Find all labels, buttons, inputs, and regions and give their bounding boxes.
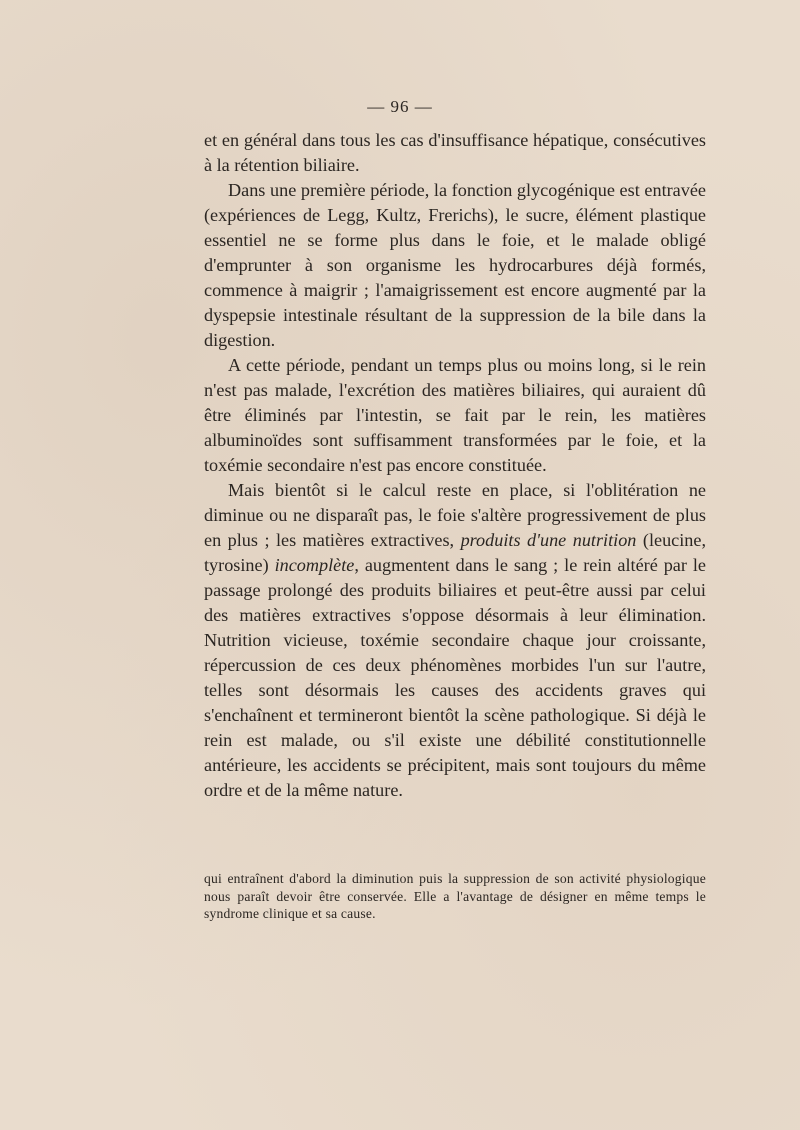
- italic-text: incomplète: [274, 555, 355, 575]
- text-run: Mais bientôt si le calcul reste en place, si l'oblitération ne diminue ou ne disparaît pas, le foie s'altère progressivement de plus en plus ; les matières extractives,: [204, 480, 706, 550]
- text-run: Dans une première période, la fonction glycogénique est entravée (expériences de Legg, Kultz, Frerichs), le sucre, élément plastique essentiel ne se forme plus dans le foie, et le malade obligé d'emprunter à son organisme les hydrocarbures déjà formés, commence à maigrir ; l'amaigrissement est encore augmenté par la dyspepsie intestinale résultant de la suppression de la bile dans la digestion.: [204, 180, 706, 350]
- paragraph: [204, 478, 706, 803]
- paragraph: [204, 178, 706, 353]
- text-run: (leucine, tyrosine): [204, 530, 707, 575]
- body-text: [204, 128, 706, 803]
- text-run: , augmentent dans le sang ; le rein altéré par le passage prolongé des produits biliaires et peut-être aussi par celui des matières extractives s'oppose désormais à leur élimination. Nutrition vicieuse, toxémie secondaire chaque jour croissante, répercussion de ces deux phénomènes morbides l'un sur l'autre, telles sont désormais les causes des accidents graves qui s'enchaînent et termineront bientôt la scène pathologique. Si déjà le rein est malade, ou s'il existe une débilité constitutionnelle antérieure, les accidents se précipitent, mais sont toujours du même ordre et de la même nature.: [204, 555, 706, 800]
- paragraph: [204, 128, 706, 178]
- page-number: — 96 —: [367, 97, 433, 116]
- text-run: et en général dans tous les cas d'insuffisance hépatique, consécutives à la rétention biliaire.: [204, 130, 706, 175]
- footnote: qui entraînent d'abord la diminution puis la suppression de son activité physiologique nous paraît devoir être conservée. Elle a l'avantage de désigner en même temps le syndrome clinique et sa cause.: [204, 871, 706, 921]
- text-run: A cette période, pendant un temps plus ou moins long, si le rein n'est pas malade, l'excrétion des matières biliaires, qui auraient dû être éliminés par l'intestin, se fait par le rein, les matières albuminoïdes sont suffisamment transformées par le foie, et la toxémie secondaire n'est pas encore constituée.: [204, 355, 706, 475]
- paragraph: [204, 353, 706, 478]
- italic-text: produits d'une nutrition: [460, 530, 637, 550]
